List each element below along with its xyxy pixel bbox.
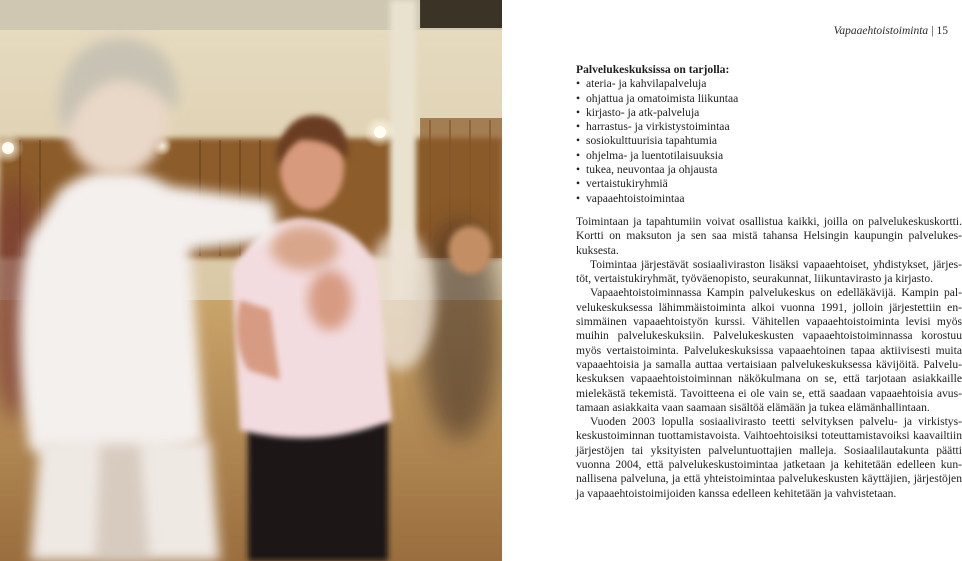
bullet-icon: • — [576, 163, 581, 177]
paragraph-study-2003: Vuoden 2003 lopulla sosiaalivirasto teetti selvityksen palvelu- ja virkistyskeskustoiminnan tuottamistavoista. Vaihtoehtoisiksi toteuttamistavoiksi kaavailtiin järjestöjen tai yksityisten palveluntuottajien malleja. Sosiaalilautakunta päätti vuonna 2004, että palvelukeskustoimintaa jatketaan ja kehitetään edelleen kunnallisena palveluna, ja että yhteistoimintaa palvelukeskusten käyttäjien, järjestöjen ja vapaaehtoistoimijoiden kanssa edelleen kehitetään ja vahvistetaan. — [576, 415, 962, 500]
paragraph-membership-card: Toimintaan ja tapahtumiin voivat osallistua kaikki, joilla on palvelukeskuskortti. Kortti on maksuton ja sen saa mistä tahansa Helsingin kaupungin palvelukeskuksesta. — [576, 214, 962, 257]
list-item: • kirjasto- ja atk-palveluja — [576, 105, 700, 119]
list-item: • ohjelma- ja luentotilaisuuksia — [576, 148, 724, 162]
services-heading: Palvelukeskuksissa on tarjolla: — [576, 63, 730, 76]
bullet-icon: • — [576, 120, 581, 134]
running-header — [834, 25, 948, 37]
bullet-icon: • — [576, 77, 581, 91]
list-item: • sosiokulttuurisia tapahtumia — [576, 134, 718, 148]
list-item: • harrastus- ja virkistystoimintaa — [576, 120, 730, 134]
list-item: • ateria- ja kahvilapalveluja — [576, 77, 707, 91]
list-item: • vertaistukiryhmiä — [576, 177, 668, 191]
bullet-icon: • — [576, 91, 581, 105]
page-number: 15 — [936, 25, 948, 37]
header-separator: | — [931, 25, 934, 37]
section-title: Vapaaehtoistoiminta — [833, 25, 929, 37]
bullet-icon: • — [576, 191, 581, 205]
article-body — [576, 63, 962, 501]
bullet-icon: • — [576, 105, 581, 119]
bullet-icon: • — [576, 177, 581, 191]
list-item: • vapaaehtoistoimintaa — [576, 191, 685, 205]
services-list — [576, 77, 962, 206]
text-page — [502, 0, 960, 561]
bullet-icon: • — [576, 134, 581, 148]
paragraph-volunteering: Vapaaehtoistoiminnassa Kampin palvelukeskus on edelläkävijä. Kampin palvelukeskuksessa lähimmäistoiminta alkoi vuonna 1991, jolloin järjestettiin ensimmäinen vapaaehtoistyön kurssi. Vähitellen vapaaehtoistoiminta levisi myös muihin palvelukeskuksiin. Palvelukeskusten vapaaehtoistoiminnassa korostuu myös vertaistoiminta. Palvelukeskuksissa vapaaehtoinen tapaa aktiivisesti muita vapaaehtoisia ja samalla auttaa vertaisiaan palvelukeskuksessa kävijöitä. Palvelukeskuksen vapaaehtoistoiminnan näkökulmana on se, että tarjotaan asiakkaille mielekästä tekemistä. Tavoitteena ei ole vain se, että saadaan vapaaehtoisia avustamaan asiakkaita vaan saamaan sisältöä elämään ja tukea elämänhallintaan. — [576, 286, 962, 414]
list-item: • ohjattua ja omatoimista liikuntaa — [576, 91, 739, 105]
bullet-icon: • — [576, 148, 581, 162]
list-item: • tukea, neuvontaa ja ohjausta — [576, 163, 718, 177]
paragraph-organizers: Toimintaa järjestävät sosiaaliviraston lisäksi vapaaehtoiset, yhdistykset, järjestöt, vertaistukiryhmät, työväenopisto, seurakunnat, liikuntavirasto ja kirjasto. — [576, 257, 962, 286]
